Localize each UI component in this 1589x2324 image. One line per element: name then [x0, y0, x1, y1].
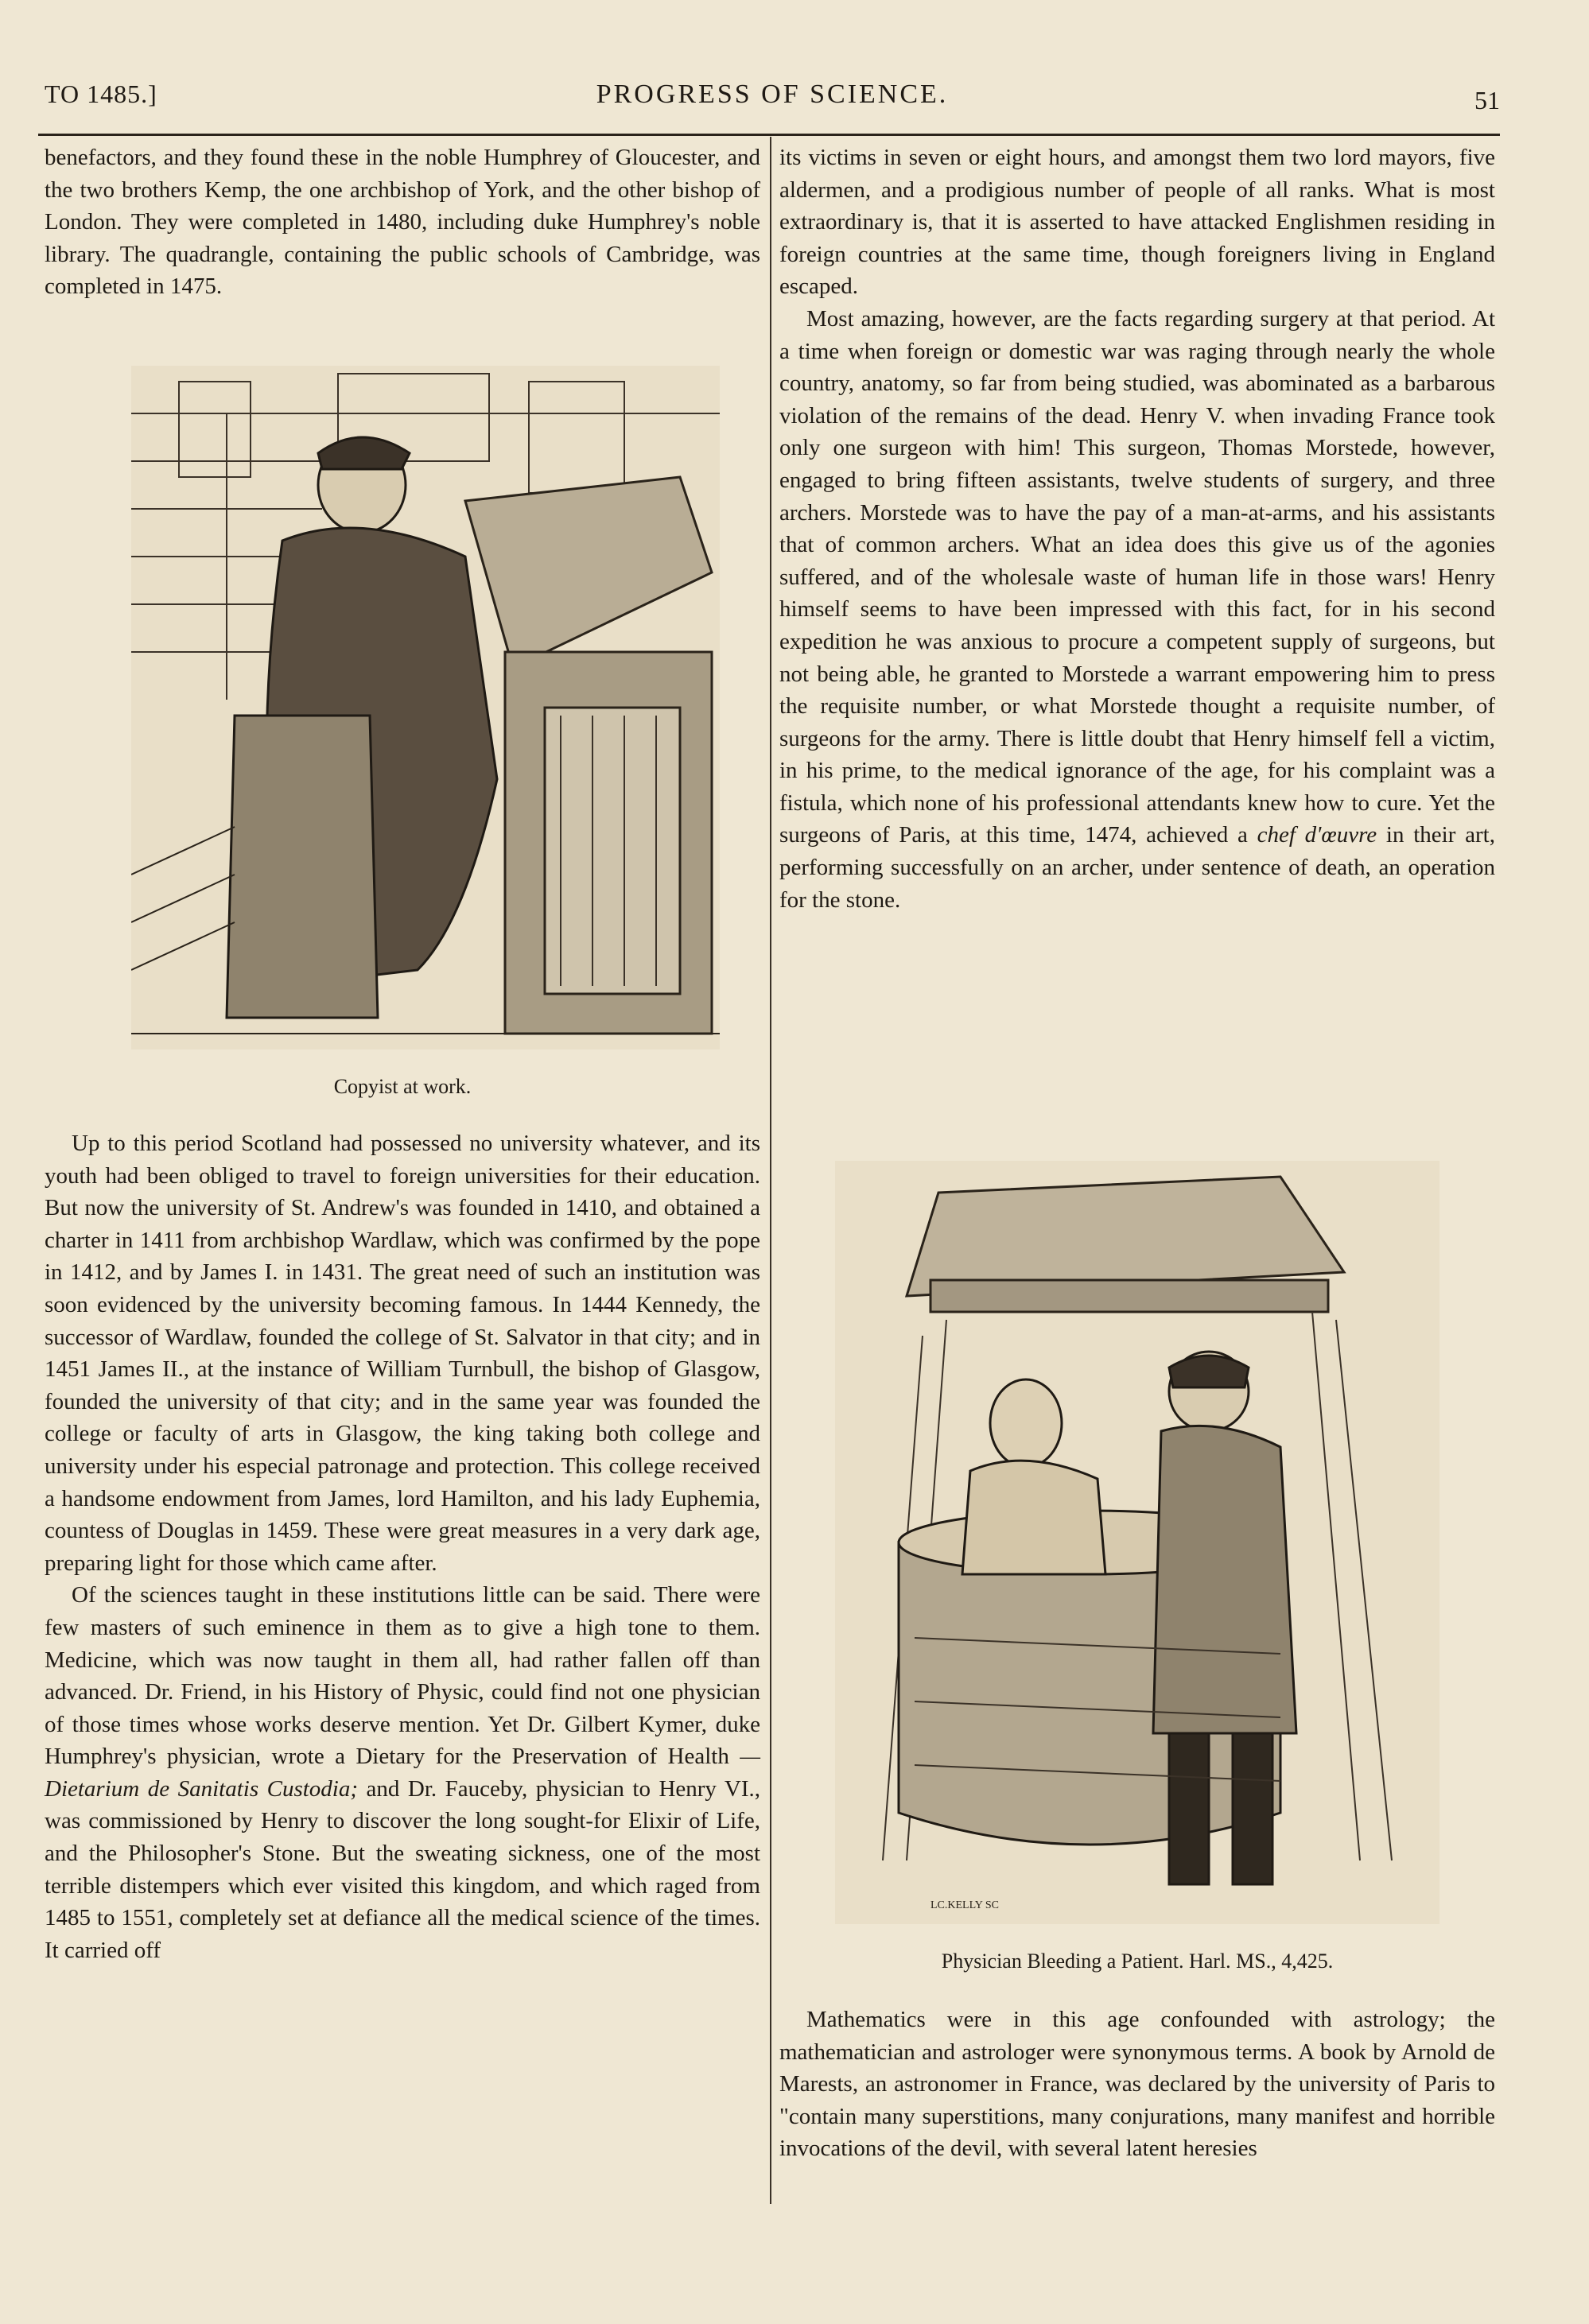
physician-illustration	[835, 1161, 1439, 1924]
figure-caption-physician: Physician Bleeding a Patient. Harl. MS., 4,425.	[941, 1950, 1334, 1973]
sciences-text-a: Of the sciences taught in these institutions little can be said. There were few masters of such eminence in them as to give a high tone to them. Medicine, which was now taught in them all, had rather fallen off than advanced. Dr. Friend, in his History of Physic, could find not one physician of those times whose works deserve mention. Yet Dr. Gilbert Kymer, duke Humphrey's physician, wrote a Dietary for the Preservation of Health	[45, 1582, 760, 1770]
sciences-text-b: and Dr. Fauceby, physician to Henry VI., was commissioned by Henry to discover the long sought-for Elixir of Life, and the Philosopher's Stone. But the sweating sickness, one of the most terrible distempers which ever visited this kingdom, and which raged from 1485 to 1551, completely set at defiance all the medical science of the times. It carried off	[45, 1775, 761, 1963]
page-number: 51	[1474, 86, 1500, 114]
surgery-text-a: Most amazing, however, are the facts regarding surgery at that period. At a time when foreign or domestic war was raging through nearly the whole country, anatomy, so far from being studied, was abominated as a barbarous violation of the remains of the dead. Henry V. when invading France took only one surgeon with him! This surgeon, Thomas Morstede, however, engaged to bring fifteen assistants, twelve students of surgery, and three archers. Morstede was to have the pay of a man-at-arms, and his assistants that of common archers. What an idea does this give us of the agonies suffered, and of the wholesale waste of human life in those wars! Henry himself seems to have been impressed with this fact, for in his second expedition he was anxious to procure a competent supply of surgeons, but not being able, he granted to Morstede a warrant empowering him to press the requisite number, or what Morstede thought a requisite number, of surgeons for the army. There is little doubt that Henry himself fell a victim, in his prime, to the medical ignorance of the age, for his complaint was a fistula, which none of his professional attendants knew how to cure. Yet the surgeons of Paris, at this time, 1474, achieved a	[779, 305, 1495, 848]
copyist-illustration	[131, 366, 720, 1049]
chef-doeuvre-phrase: chef d'œuvre	[1257, 822, 1377, 848]
running-head-title: PROGRESS OF SCIENCE.	[596, 80, 949, 109]
dietarium-title: —Dietarium de Sanitatis Custodia;	[45, 1744, 760, 1802]
paragraph-benefactors: benefactors, and they found these in the noble Humphrey of Gloucester, and the two brothers Kemp, the one archbishop of York, and the other bishop of London. They were completed in 1480, including duke Humphrey's noble library. The quadrangle, containing the public schools of Cambridge, was completed in 1475.	[45, 145, 760, 300]
left-column-bottom	[45, 1127, 760, 1966]
paragraph-mathematics: Mathematics were in this age confounded with astrology; the mathematician and astrologer were synonymous terms. A book by Arnold de Marests, an astronomer in France, was declared by the university of Paris to "contain many superstitions, many conjurations, many manifest and horrible invocations of the devil, with several latent heresies	[779, 2007, 1495, 2162]
figure-caption-copyist: Copyist at work.	[333, 1075, 472, 1098]
right-column-bottom	[779, 2004, 1495, 2165]
running-head-date: TO 1485.]	[45, 80, 157, 108]
paragraph-surgery	[779, 303, 1495, 916]
engraver-signature: LC.KELLY SC	[930, 1899, 999, 1911]
paragraph-scotland-universities: Up to this period Scotland had possessed no university whatever, and its youth had been obliged to travel to foreign universities for their education. But now the university of St. Andrew's was founded in 1410, and obtained a charter in 1411 from archbishop Wardlaw, which was confirmed by the pope in 1412, and by James I. in 1431. The great need of such an institution was soon evidenced by the university becoming famous. In 1444 Kennedy, the successor of Wardlaw, founded the college of St. Salvator in that city; and in 1451 James II., at the instance of William Turnbull, the bishop of Glasgow, founded the university of that city; and in the same year was founded the college or faculty of arts in Glasgow, the king taking both college and university under his especial patronage and protection. This college received a handsome endowment from James, lord Hamilton, and his lady Euphemia, countess of Douglas in 1459. These were great measures in a very dark age, preparing light for those which came after.	[45, 1131, 760, 1576]
column-divider	[770, 137, 771, 2204]
physician-engraving-icon	[835, 1161, 1439, 1924]
paragraph-sciences	[45, 1579, 760, 1966]
page-header	[45, 80, 1500, 127]
paragraph-sweating-victims: its victims in seven or eight hours, and amongst them two lord mayors, five aldermen, and a prodigious number of people of all ranks. What is most extraordinary is, that it is asserted to have attacked Englishmen residing in foreign countries at the same time, though foreigners living in England escaped.	[779, 145, 1495, 300]
left-column-top	[45, 142, 760, 303]
header-rule	[38, 134, 1500, 136]
right-column-top	[779, 142, 1495, 916]
surgery-text-b: in their art, performing successfully on an archer, under sentence of death, an operation for the stone.	[779, 822, 1495, 913]
copyist-engraving-icon	[131, 366, 720, 1049]
